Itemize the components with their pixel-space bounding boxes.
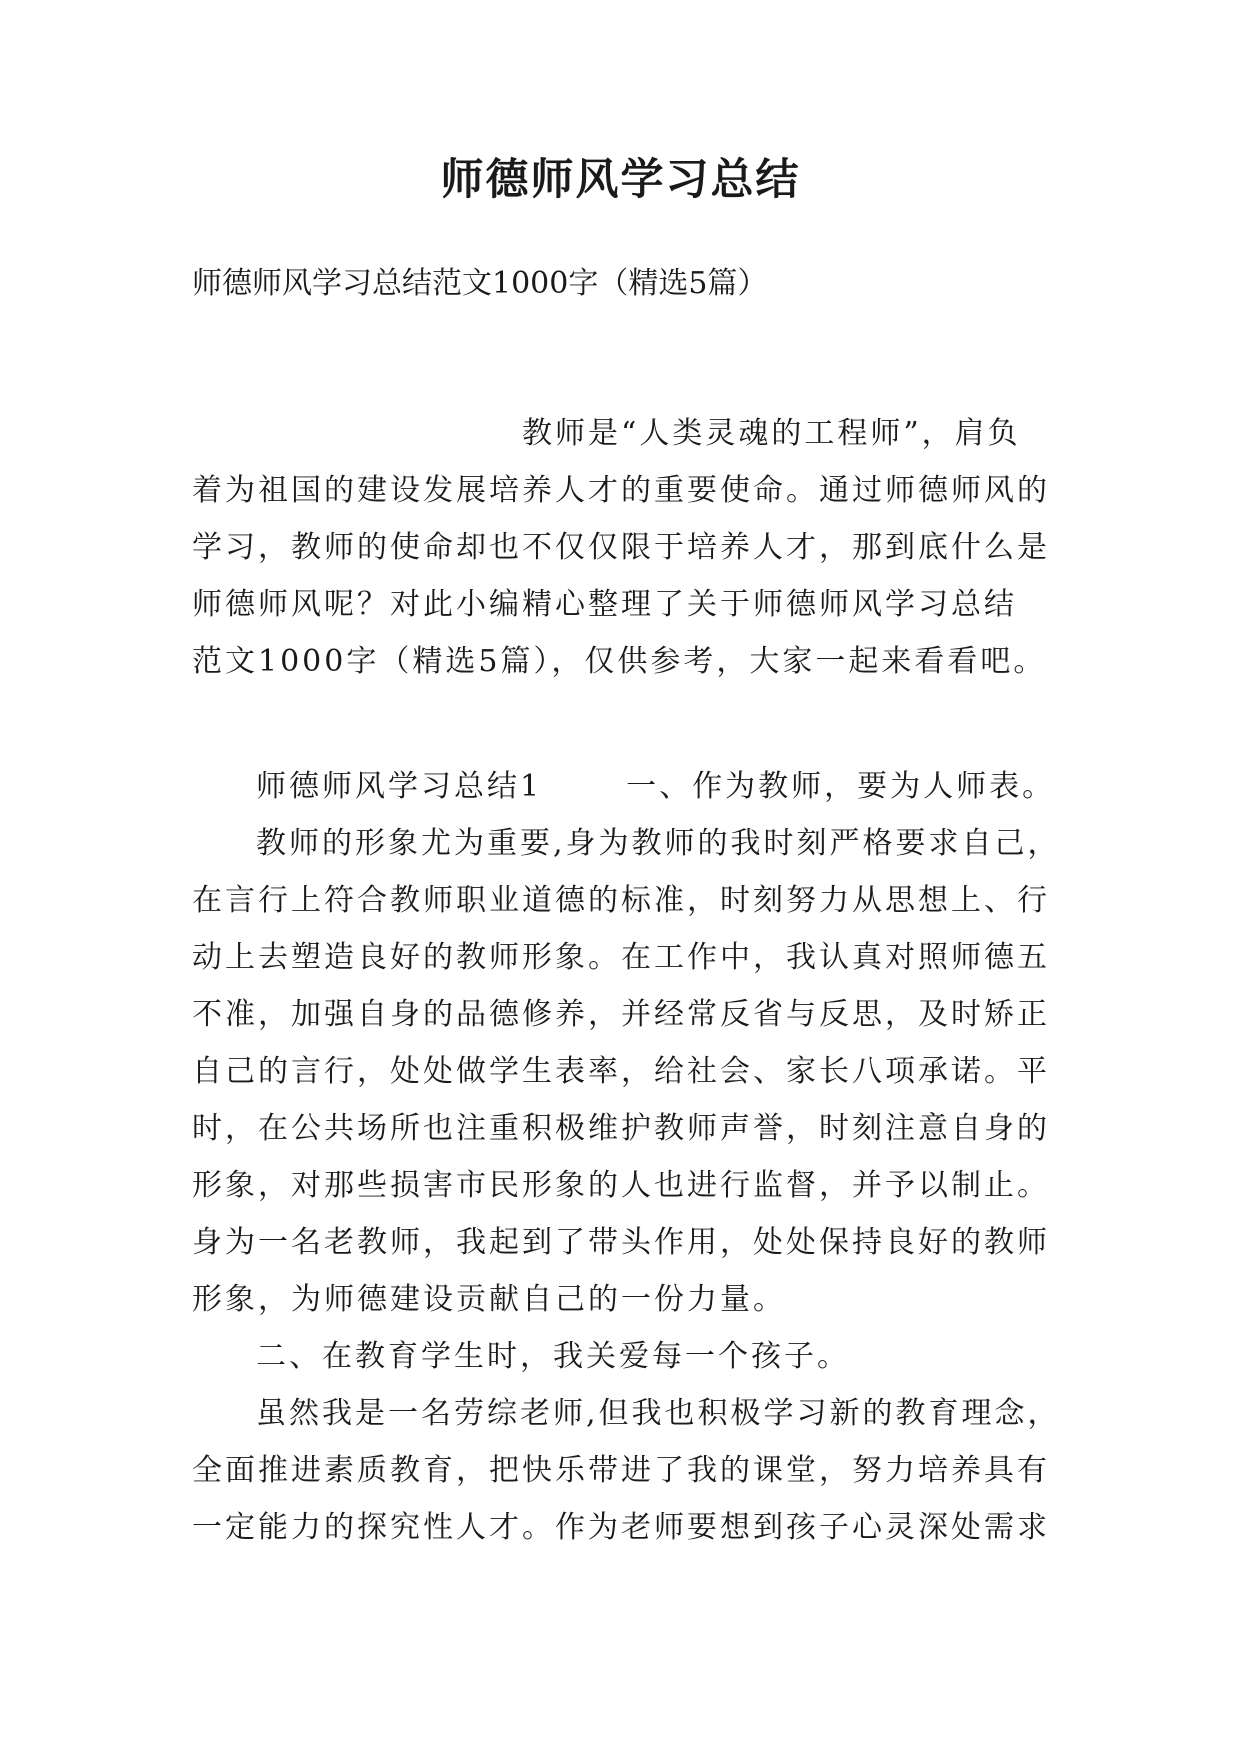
intro-line: 着为祖国的建设发展培养人才的重要使命。通过师德师风的 <box>192 473 1050 508</box>
paragraph-line: 全面推进素质教育，把快乐带进了我的课堂，努力培养具有 <box>192 1453 1050 1488</box>
intro-line: 范文1000字（精选5篇），仅供参考，大家一起来看看吧。 <box>192 644 1047 679</box>
paragraph-line: 在言行上符合教师职业道德的标准，时刻努力从思想上、行 <box>192 883 1050 918</box>
paragraph-line: 形象，为师德建设贡献自己的一份力量。 <box>192 1282 786 1317</box>
section-heading: 师德师风学习总结1 <box>256 769 543 804</box>
paragraph-line: 不准，加强自身的品德修养，并经常反省与反思，及时矫正 <box>192 997 1050 1032</box>
paragraph-line: 身为一名老教师，我起到了带头作用，处处保持良好的教师 <box>192 1225 1050 1260</box>
paragraph-line: 虽然我是一名劳综老师,但我也积极学习新的教育理念， <box>256 1396 1061 1431</box>
intro-line: 学习，教师的使命却也不仅仅限于培养人才，那到底什么是 <box>192 530 1050 565</box>
section-point-1: 一、作为教师，要为人师表。 <box>626 769 1056 804</box>
paragraph-line: 时，在公共场所也注重积极维护教师声誉，时刻注意自身的 <box>192 1111 1050 1146</box>
document-title: 师德师风学习总结 <box>440 155 801 205</box>
paragraph-line: 形象，对那些损害市民形象的人也进行监督，并予以制止。 <box>192 1168 1050 1203</box>
document-subtitle: 师德师风学习总结范文1000字（精选5篇） <box>192 266 768 301</box>
intro-paragraph <box>192 405 1056 690</box>
intro-line: 师德师风呢？对此小编精心整理了关于师德师风学习总结 <box>192 587 1017 622</box>
section-1 <box>192 758 1061 1556</box>
section-heading-line <box>192 758 1056 815</box>
paragraph-line: 自己的言行，处处做学生表率，给社会、家长八项承诺。平 <box>192 1054 1050 1089</box>
section-point-2: 二、在教育学生时，我关爱每一个孩子。 <box>256 1339 850 1374</box>
paragraph-line: 教师的形象尤为重要,身为教师的我时刻严格要求自己， <box>256 826 1061 861</box>
paragraph-line: 一定能力的探究性人才。作为老师要想到孩子心灵深处需求 <box>192 1510 1050 1545</box>
paragraph-line: 动上去塑造良好的教师形象。在工作中，我认真对照师德五 <box>192 940 1050 975</box>
intro-line: 教师是“人类灵魂的工程师”，肩负 <box>522 416 1021 451</box>
